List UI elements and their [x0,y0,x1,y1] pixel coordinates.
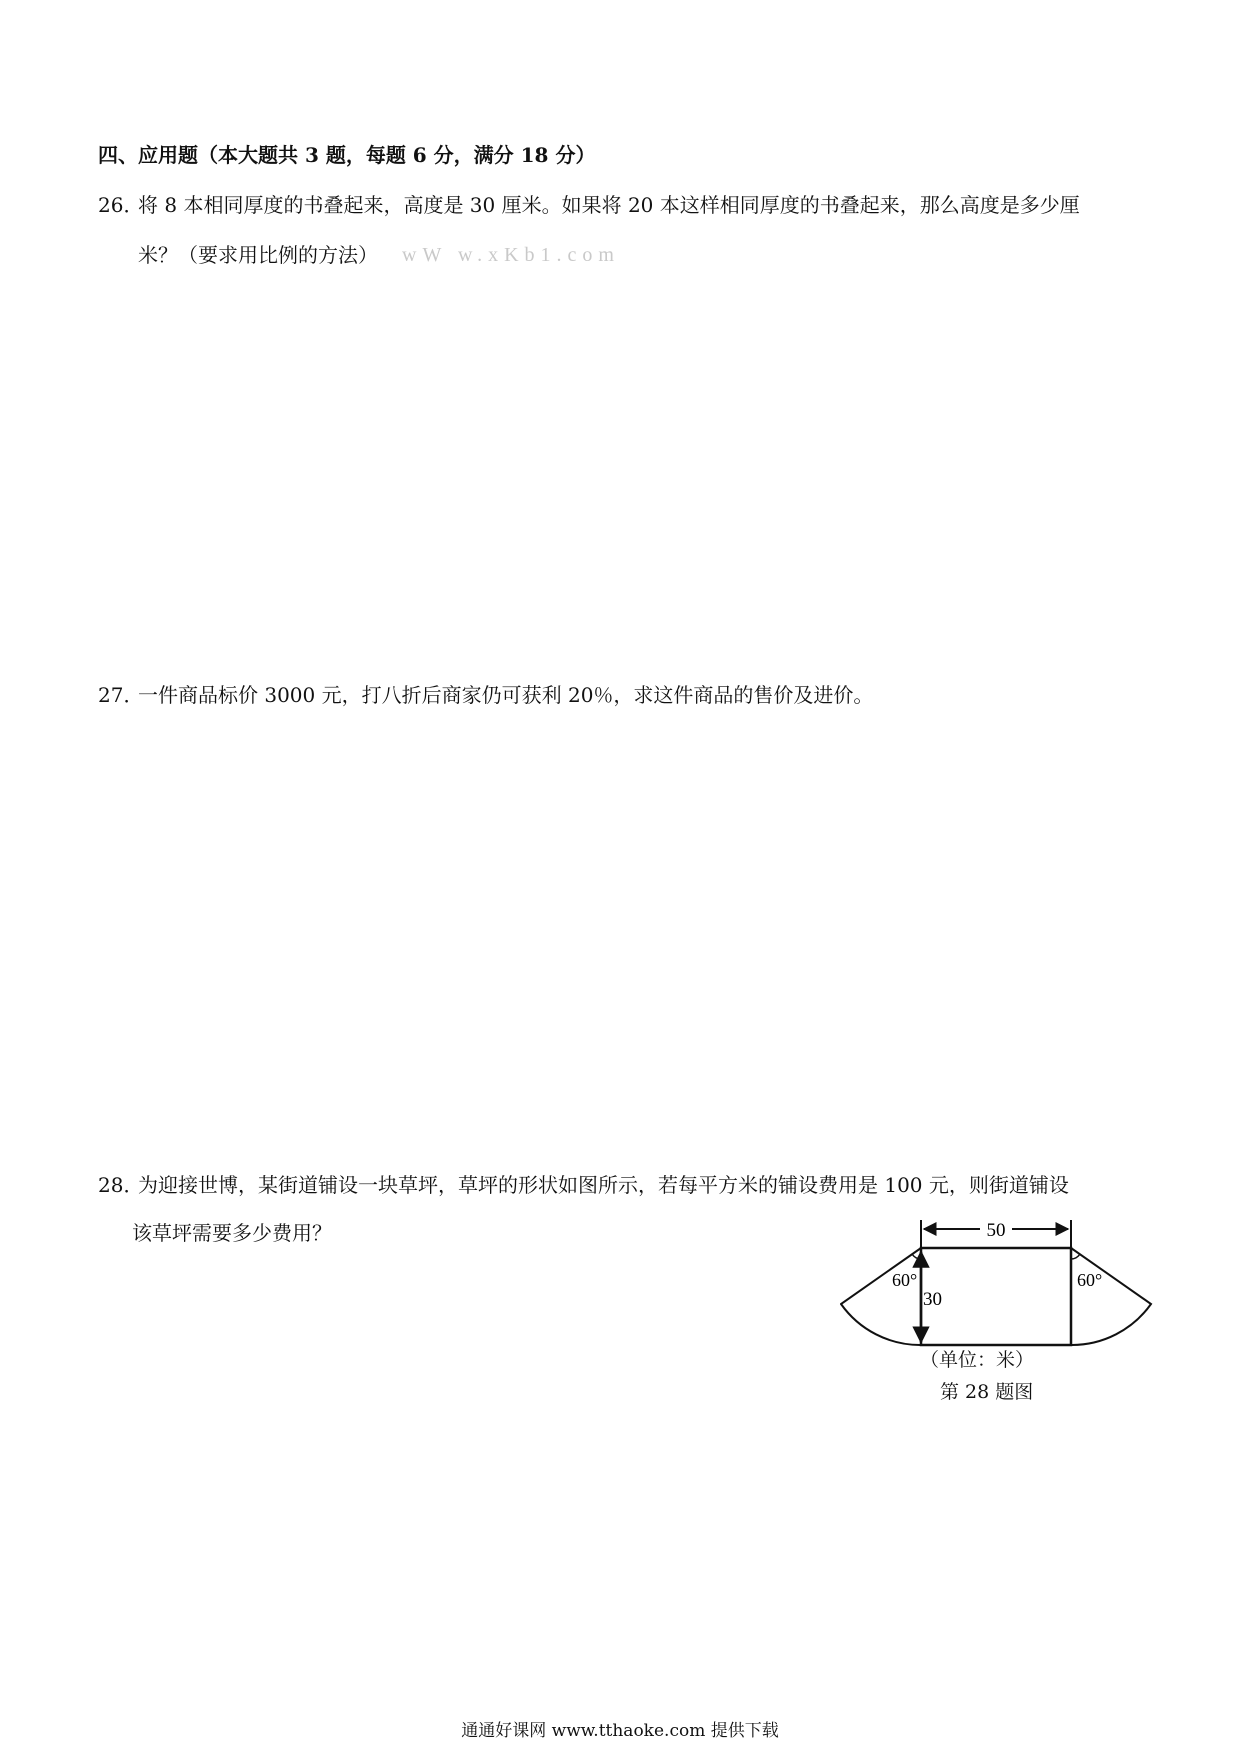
left-angle-arc [912,1254,921,1259]
height-label: 30 [923,1289,942,1310]
watermark-text: wW w.xKb1.com [402,244,620,266]
width-label: 50 [986,1220,1006,1241]
figure-unit-caption: （单位：米） [920,1349,1035,1371]
question-26-line1: 将 8 本相同厚度的书叠起来，高度是 30 厘米。如果将 20 本这样相同厚度的书叠起来，那么高度是多少厘 [138,193,1080,217]
left-angle-label: 60° [892,1270,918,1290]
question-28-number: 28． [98,1173,144,1197]
right-angle-label: 60° [1077,1270,1103,1290]
question-27-line1: 一件商品标价 3000 元，打八折后商家仍可获利 20％，求这件商品的售价及进价。 [138,683,874,707]
question-28-line1: 为迎接世博，某街道铺设一块草坪，草坪的形状如图所示，若每平方米的铺设费用是 100 元，则街道铺设 [138,1173,1069,1197]
question-26-number: 26． [98,193,144,217]
question-26-line2: 米？（要求用比例的方法） [138,243,378,267]
lawn-rectangle [921,1248,1071,1345]
figure-title: 第 28 题图 [940,1381,1034,1403]
left-sector [841,1248,921,1345]
right-sector [1071,1248,1151,1345]
section-title: 四、应用题（本大题共 3 题，每题 6 分，满分 18 分） [98,143,596,167]
right-angle-arc [1071,1254,1080,1259]
question-28-line2: 该草坪需要多少费用？ [132,1221,332,1245]
question-27-number: 27． [98,683,144,707]
page-footer: 通通好课网 www.tthaoke.com 提供下载 [461,1721,779,1741]
